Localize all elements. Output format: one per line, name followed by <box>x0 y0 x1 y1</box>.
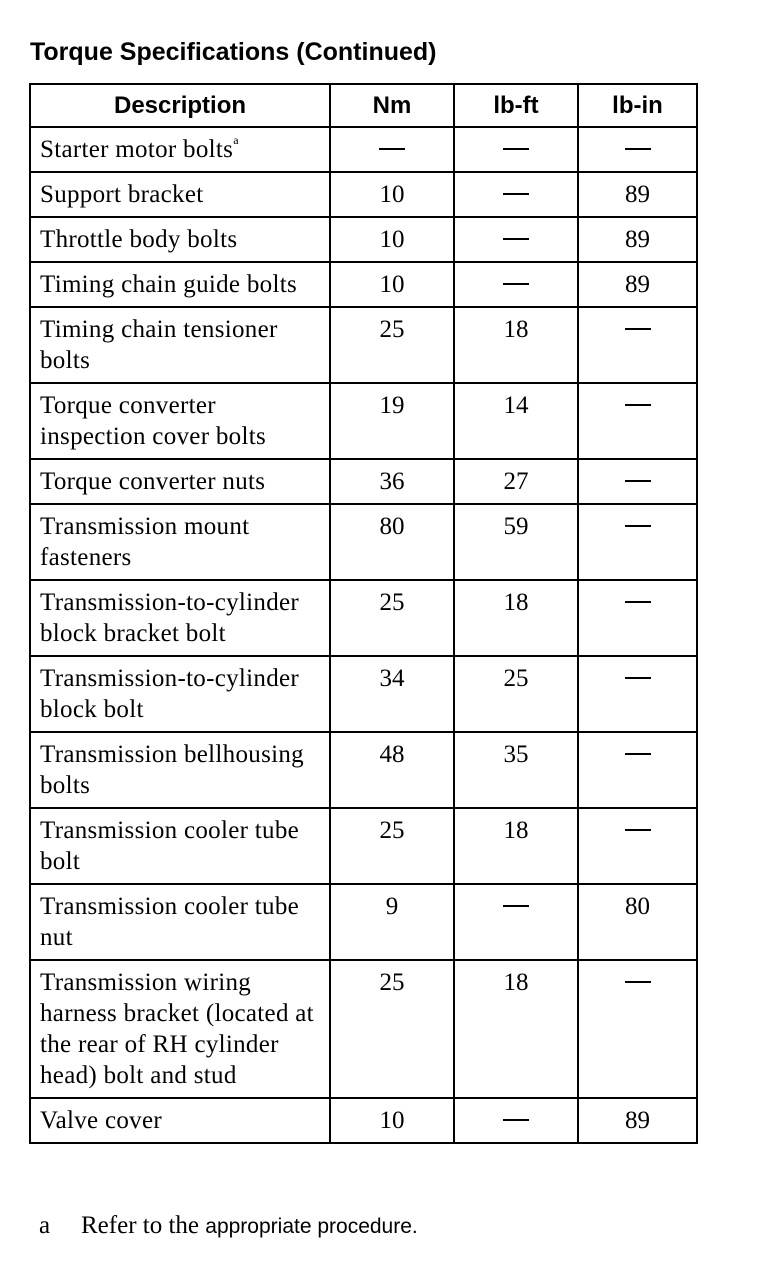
not-applicable-dash <box>625 601 651 603</box>
description-cell <box>30 808 330 884</box>
lb-ft-cell: 18 <box>454 307 578 383</box>
description-text: Timing chain tensioner bolts <box>40 316 278 374</box>
table-row <box>30 656 697 732</box>
nm-cell: 34 <box>330 656 454 732</box>
nm-cell: 25 <box>330 307 454 383</box>
lb-ft-cell <box>454 262 578 307</box>
table-row <box>30 504 697 580</box>
table-body <box>30 127 697 1143</box>
nm-cell: 25 <box>330 580 454 656</box>
description-text: Transmission-to-cylinder block bolt <box>40 665 300 723</box>
nm-cell: 10 <box>330 172 454 217</box>
lb-in-cell <box>578 459 697 504</box>
nm-cell: 10 <box>330 262 454 307</box>
footnote-text-continued: appropriate procedure. <box>205 1215 418 1238</box>
description-cell <box>30 960 330 1098</box>
lb-ft-cell <box>454 1098 578 1143</box>
table-row <box>30 127 697 172</box>
table-row <box>30 1098 697 1143</box>
table-row <box>30 580 697 656</box>
table-row <box>30 732 697 808</box>
lb-ft-cell: 35 <box>454 732 578 808</box>
column-header-lb-in: lb-in <box>578 84 697 127</box>
not-applicable-dash <box>503 238 529 240</box>
lb-in-cell: 89 <box>578 1098 697 1143</box>
table-row <box>30 307 697 383</box>
lb-in-cell <box>578 808 697 884</box>
description-text: Valve cover <box>40 1107 162 1134</box>
page-title: Torque Specifications (Continued) <box>30 38 437 66</box>
description-text: Support bracket <box>40 181 204 208</box>
lb-ft-cell: 27 <box>454 459 578 504</box>
lb-ft-cell: 18 <box>454 580 578 656</box>
not-applicable-dash <box>625 404 651 406</box>
description-text: Transmission cooler tube nut <box>40 893 300 951</box>
nm-cell: 80 <box>330 504 454 580</box>
nm-cell: 10 <box>330 1098 454 1143</box>
not-applicable-dash <box>625 829 651 831</box>
description-text: Throttle body bolts <box>40 226 238 253</box>
description-text: Transmission cooler tube bolt <box>40 817 300 875</box>
lb-ft-cell: 18 <box>454 808 578 884</box>
lb-ft-cell <box>454 127 578 172</box>
not-applicable-dash <box>379 148 405 150</box>
torque-spec-table <box>29 83 698 1144</box>
description-cell <box>30 459 330 504</box>
not-applicable-dash <box>625 753 651 755</box>
lb-ft-cell <box>454 217 578 262</box>
lb-ft-cell: 59 <box>454 504 578 580</box>
nm-cell: 25 <box>330 960 454 1098</box>
description-text: Transmission mount fasteners <box>40 513 250 571</box>
table-row <box>30 383 697 459</box>
footnote-text: Refer to the <box>81 1212 200 1239</box>
description-cell <box>30 732 330 808</box>
description-text: Torque converter nuts <box>40 468 266 495</box>
description-cell <box>30 383 330 459</box>
description-cell <box>30 656 330 732</box>
table-row <box>30 884 697 960</box>
description-cell <box>30 504 330 580</box>
footnote-reference: a <box>233 132 239 147</box>
table-row <box>30 808 697 884</box>
lb-in-cell: 80 <box>578 884 697 960</box>
lb-ft-cell <box>454 172 578 217</box>
table-header-row <box>30 84 697 127</box>
lb-in-cell <box>578 656 697 732</box>
lb-in-cell <box>578 960 697 1098</box>
not-applicable-dash <box>503 193 529 195</box>
column-header-lb-ft: lb-ft <box>454 84 578 127</box>
table-row <box>30 172 697 217</box>
lb-ft-cell: 18 <box>454 960 578 1098</box>
lb-in-cell <box>578 307 697 383</box>
nm-cell: 36 <box>330 459 454 504</box>
lb-in-cell <box>578 383 697 459</box>
nm-cell <box>330 127 454 172</box>
not-applicable-dash <box>503 1119 529 1121</box>
nm-cell: 9 <box>330 884 454 960</box>
description-cell <box>30 127 330 172</box>
table-row <box>30 960 697 1098</box>
description-cell <box>30 262 330 307</box>
not-applicable-dash <box>503 148 529 150</box>
description-text: Transmission wiring harness bracket (located at the rear of RH cylinder head) bolt and stud <box>40 969 314 1089</box>
lb-in-cell <box>578 732 697 808</box>
description-cell <box>30 884 330 960</box>
description-text: Timing chain guide bolts <box>40 271 297 298</box>
lb-in-cell: 89 <box>578 172 697 217</box>
not-applicable-dash <box>625 148 651 150</box>
description-text: Starter motor bolts <box>40 136 234 163</box>
table-row <box>30 262 697 307</box>
lb-in-cell <box>578 580 697 656</box>
table-row <box>30 217 697 262</box>
nm-cell: 10 <box>330 217 454 262</box>
nm-cell: 48 <box>330 732 454 808</box>
lb-in-cell <box>578 504 697 580</box>
nm-cell: 19 <box>330 383 454 459</box>
description-text: Torque converter inspection cover bolts <box>40 392 266 450</box>
not-applicable-dash <box>503 905 529 907</box>
lb-ft-cell <box>454 884 578 960</box>
description-text: Transmission bellhousing bolts <box>40 741 304 799</box>
not-applicable-dash <box>625 525 651 527</box>
description-cell <box>30 172 330 217</box>
not-applicable-dash <box>625 981 651 983</box>
nm-cell: 25 <box>330 808 454 884</box>
footnote-marker: a <box>39 1212 51 1239</box>
column-header-description: Description <box>30 84 330 127</box>
description-cell <box>30 307 330 383</box>
lb-in-cell <box>578 127 697 172</box>
description-cell <box>30 580 330 656</box>
description-cell <box>30 1098 330 1143</box>
not-applicable-dash <box>625 677 651 679</box>
not-applicable-dash <box>503 283 529 285</box>
not-applicable-dash <box>625 480 651 482</box>
lb-in-cell: 89 <box>578 217 697 262</box>
column-header-nm: Nm <box>330 84 454 127</box>
description-text: Transmission-to-cylinder block bracket bolt <box>40 589 300 647</box>
description-cell <box>30 217 330 262</box>
table-row <box>30 459 697 504</box>
lb-ft-cell: 14 <box>454 383 578 459</box>
not-applicable-dash <box>625 328 651 330</box>
footnote <box>39 1210 418 1242</box>
lb-in-cell: 89 <box>578 262 697 307</box>
lb-ft-cell: 25 <box>454 656 578 732</box>
